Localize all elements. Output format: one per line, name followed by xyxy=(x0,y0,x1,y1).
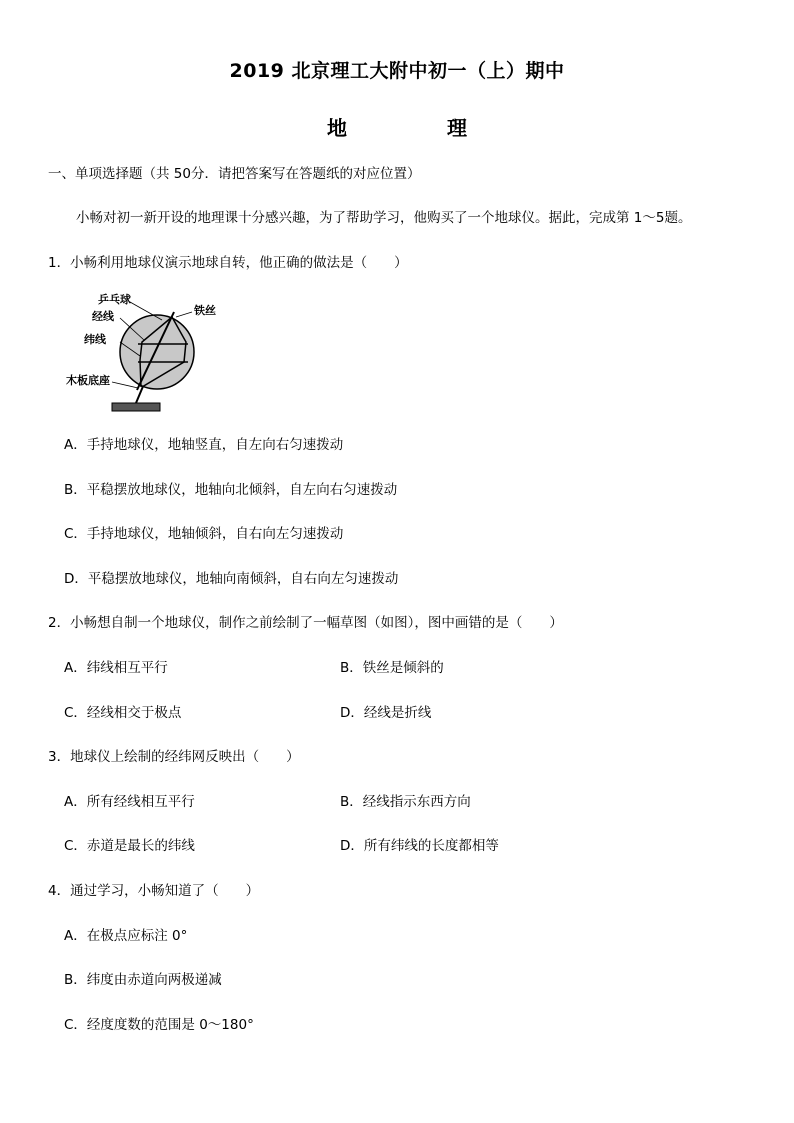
q2-option-a: A．纬线相互平行 xyxy=(64,660,168,676)
q2-option-d: D．经线是折线 xyxy=(340,705,432,721)
q3-option-c: C．赤道是最长的纬线 xyxy=(64,838,195,854)
q1-option-a: A．手持地球仪，地轴竖直，自左向右匀速拨动 xyxy=(64,437,344,453)
globe-diagram xyxy=(62,290,232,415)
question-4-stem: 4．通过学习，小畅知道了（ ） xyxy=(48,883,260,899)
q4-option-b: B．纬度由赤道向两极递减 xyxy=(64,972,222,988)
question-1-stem: 1．小畅利用地球仪演示地球自转，他正确的做法是（ ） xyxy=(48,255,408,271)
label-meridian: 经线 xyxy=(92,310,114,323)
label-pingpong: 乒乓球 xyxy=(98,293,131,306)
leader-line xyxy=(112,382,138,388)
document-title: 2019 北京理工大附中初一（上）期中 xyxy=(229,60,565,82)
q1-option-c: C．手持地球仪，地轴倾斜，自右向左匀速拨动 xyxy=(64,526,344,542)
q2-option-c: C．经线相交于极点 xyxy=(64,705,182,721)
q4-option-a: A．在极点应标注 0° xyxy=(64,928,188,944)
question-2-stem: 2．小畅想自制一个地球仪，制作之前绘制了一幅草图（如图），图中画错的是（ ） xyxy=(48,615,563,631)
subject-title: 地 理 xyxy=(327,116,507,140)
section-intro: 小畅对初一新开设的地理课十分感兴趣，为了帮助学习，他购买了一个地球仪。据此，完成第 1～5题。 xyxy=(76,210,692,226)
section-heading: 一、单项选择题（共 50分．请把答案写在答题纸的对应位置） xyxy=(48,166,421,182)
label-parallel: 纬线 xyxy=(84,333,106,346)
q3-option-a: A．所有经线相互平行 xyxy=(64,794,195,810)
q4-option-c: C．经度度数的范围是 0～180° xyxy=(64,1017,254,1033)
leader-line xyxy=(176,312,192,317)
question-3-stem: 3．地球仪上绘制的经纬网反映出（ ） xyxy=(48,749,300,765)
wooden-base xyxy=(112,403,160,411)
label-wire: 铁丝 xyxy=(194,304,216,317)
q3-option-b: B．经线指示东西方向 xyxy=(340,794,471,810)
label-base: 木板底座 xyxy=(66,374,110,387)
q3-option-d: D．所有纬线的长度都相等 xyxy=(340,838,499,854)
q1-option-d: D．平稳摆放地球仪，地轴向南倾斜，自右向左匀速拨动 xyxy=(64,571,399,587)
q2-option-b: B．铁丝是倾斜的 xyxy=(340,660,444,676)
q1-option-b: B．平稳摆放地球仪，地轴向北倾斜，自左向右匀速拨动 xyxy=(64,482,398,498)
